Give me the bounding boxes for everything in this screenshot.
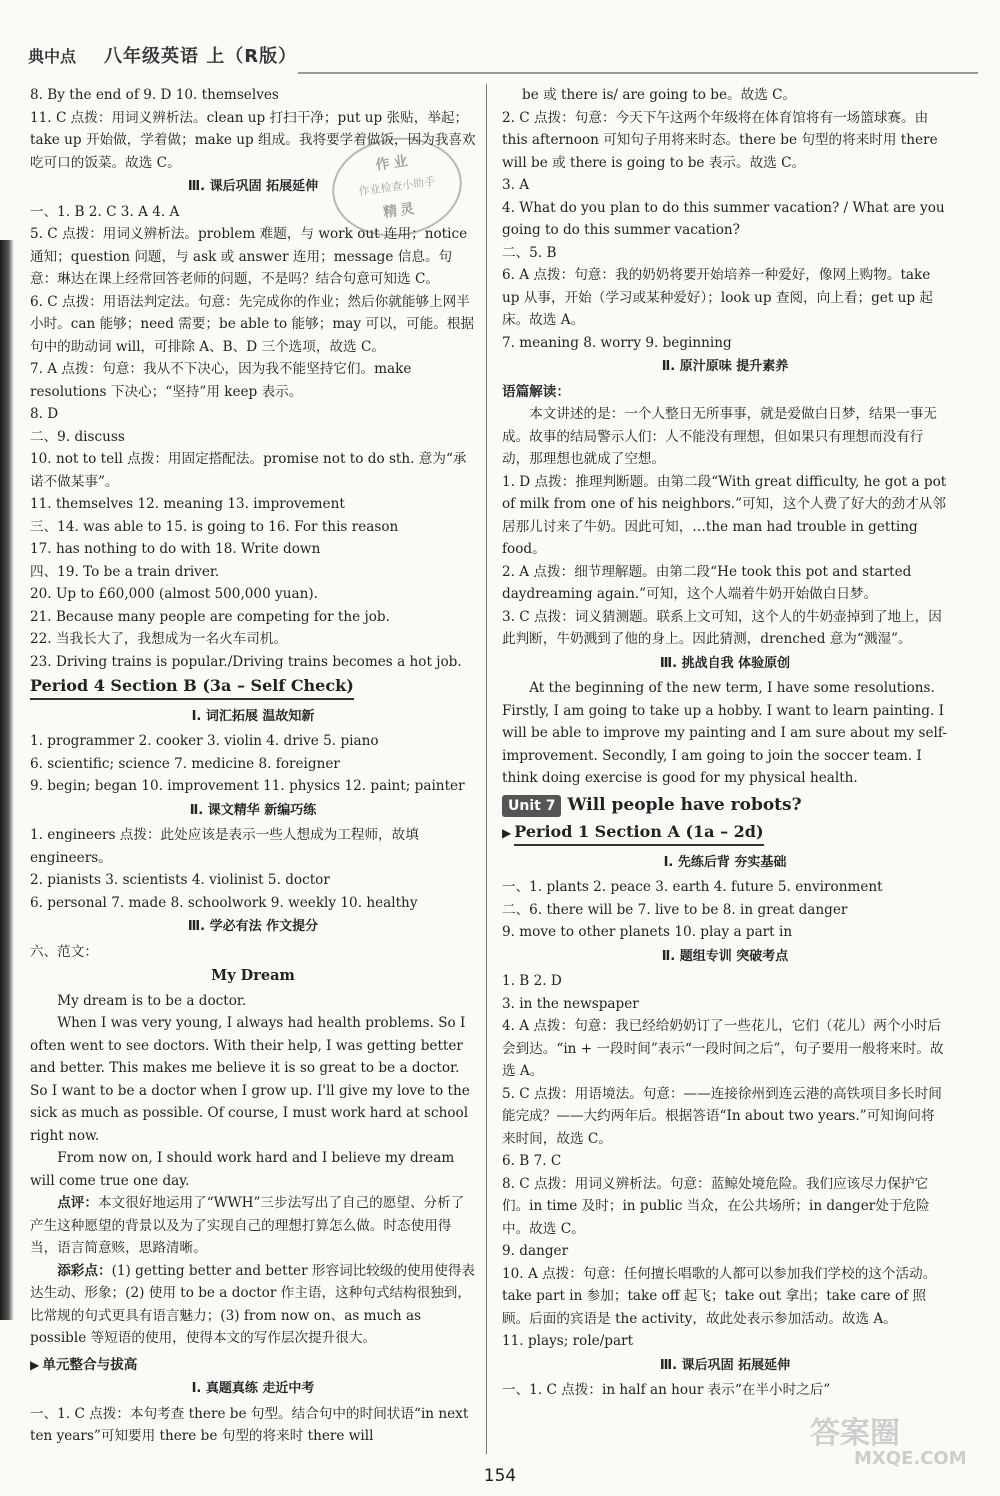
section-heading: Ⅱ. 题组专训 突破考点 (661, 948, 789, 964)
answer-line: 1. B 2. D (502, 973, 562, 989)
answer-line: 一、1. C 点拨：in half an hour 表示“在半小时之后” (502, 1382, 831, 1398)
essay-paragraph: My dream is to be a doctor. (57, 992, 247, 1009)
answer-line: 1. programmer 2. cooker 3. violin 4. drive 5. piano (30, 733, 379, 749)
essay-title: My Dream (211, 967, 295, 984)
page-header (28, 40, 978, 70)
page-number: 154 (483, 1466, 517, 1486)
essay-paragraph: From now on, I should work hard and I believe my dream will come true one day. (30, 1150, 455, 1189)
answer-line: 6. personal 7. made 8. schoolwork 9. weekly 10. healthy (30, 894, 418, 911)
answer-line: 8. D (30, 406, 59, 422)
answer-line: 4. A 点拨：句意：我已经给奶奶订了一些花儿，它们（花儿）两个小时后会到达。“in + 一段时间”表示“一段时间之后”，句子要用一般将来时。故选 A。 (502, 1018, 944, 1079)
answer-line: 11. C 点拨：用词义辨析法。clean up 打扫干净；put up 张贴，举起；take up 开始做，学着做；make up 组成。我将要学着做饭，因为我喜欢吃可口的饭菜。故选 C。 (30, 109, 476, 171)
answer-line: 10. not to tell 点拨：用固定搭配法。promise not to do sth. 意为“承诺不做某事”。 (30, 451, 467, 490)
watermark-url: MXQE.COM (854, 1448, 967, 1469)
answer-line: 22. 当我长大了，我想成为一名火车司机。 (30, 631, 288, 647)
answer-line: 17. has nothing to do with 18. Write down (30, 541, 321, 557)
answer-line: 23. Driving trains is popular./Driving trains becomes a hot job. (30, 653, 462, 670)
answer-line: 7. A 点拨：句意：我从不下决心，因为我不能坚持它们。make resolutions 下决心；“坚持”用 keep 表示。 (30, 361, 412, 400)
unit-tag: Unit 7 (502, 795, 561, 818)
answer-line: 20. Up to £60,000 (almost 500,000 yuan). (30, 586, 318, 602)
essay-paragraph: When I was very young, I always had health problems. So I often went to see doctors. With their help, I was getting better and better. This makes me believe it is so great to be a doctor. So I want to be a doctor when I grow up. I'll give my love to the sick as much as possible. Of course, I must work hard at school right now. (30, 1015, 470, 1144)
answer-line: 7. meaning 8. worry 9. beginning (502, 334, 732, 351)
answer-line: 二、6. there will be 7. live to be 8. in great danger (502, 901, 848, 918)
section-heading: Ⅰ. 真题真练 走近中考 (191, 1381, 315, 1396)
period-heading: Period 1 Section A (1a – 2d) (514, 821, 763, 846)
answer-line: 8. By the end of 9. D 10. themselves (30, 87, 279, 103)
homework-stamp: 作业 作业检查小助手 精灵 (326, 129, 468, 244)
unit-review-heading: ▶ 单元整合与拔高 (30, 1356, 138, 1373)
passage-analysis-label: 语篇解读： (502, 383, 570, 400)
passage-analysis: 本文讲述的是：一个人整日无所事事，就是爱做白日梦，结果一事无成。故事的结局警示人们：人不能没有理想，但如果只有理想而没有行动，那理想也就成了空想。 (502, 406, 937, 467)
answer-line: 一、1. plants 2. peace 3. earth 4. future 5. environment (502, 879, 883, 895)
answer-line: 6. C 点拨：用语法判定法。句意：先完成你的作业；然后你就能够上网半小时。can 能够；need 需要；be able to 能够；may 可以，可能。根据句中的助动词 will，可排除 A、B、D 三个选项，故选 C。 (30, 293, 475, 355)
answer-line: 5. C 点拨：用词义辨析法。problem 难题，与 work out 连用；notice通知；question 问题，与 ask 或 answer 连用；message 信息。句意：琳达在课上经常回答老师的问题，不是吗？结合句意可知选 C。 (30, 226, 468, 287)
period-heading: Period 4 Section B (3a – Self Check) (30, 675, 354, 700)
answer-line: 9. begin; began 10. improvement 11. physics 12. paint; painter (30, 778, 465, 794)
answer-line: 10. A 点拨：句意：任何擅长唱歌的人都可以参加我们学校的这个活动。take part in 参加；take off 起飞；take out 拿出；take care of 照顾。后面的宾语是 the activity，故此处表示参加活动。故选 A。 (502, 1265, 937, 1327)
answer-line: 2. pianists 3. scientists 4. violinist 5. doctor (30, 872, 330, 888)
essay-highlight: 添彩点：(1) getting better and better 形容词比较级的使用使得表达生动、形象；(2) 使用 to be a doctor 作主语，这种句式结构很独到，比常规的句式更具有语言魅力；(3) from now on、as much as possible 等短语的使用，使得本文的写作层次提升很大。 (30, 1262, 476, 1346)
series-logo: 典中点 (28, 47, 77, 66)
answer-line: 六、范文： (30, 943, 98, 960)
left-column (30, 84, 476, 1448)
answer-line: 8. C 点拨：用词义辨析法。句意：蓝鲸处境危险。我们应该尽力保护它们。in time 及时；in public 当众，在公共场所；in danger处于危险中。故选 C。 (502, 1175, 930, 1237)
answer-line: 三、14. was able to 15. is going to 16. For this reason (30, 518, 399, 535)
right-column (502, 84, 948, 1402)
answer-line: 21. Because many people are competing for the job. (30, 608, 390, 625)
section-heading: Ⅲ. 挑战自我 体验原创 (659, 655, 791, 671)
section-heading: Ⅲ. 学必有法 作文提分 (187, 919, 319, 934)
unit-title: Will people have robots? (567, 794, 802, 815)
period-heading-row (502, 819, 948, 850)
section-heading: Ⅱ. 课文精华 新编巧练 (189, 802, 317, 818)
answer-line: 2. C 点拨：句意：今天下午这两个年级将在体育馆将有一场篮球赛。由 this afternoon 可知句子用将来时态。there be 句型的将来时用 there will be 或 there is going to be 表示。故选 C。 (502, 109, 938, 171)
watermark-logo: 答案圈 (810, 1416, 900, 1451)
answer-line: 2. A 点拨：细节理解题。由第二段“He took this pot and started daydreaming again.”可知，这个人端着牛奶开始做白日梦。 (502, 563, 912, 602)
section-heading: Ⅲ. 课后巩固 拓展延伸 (659, 1357, 791, 1373)
answer-line: 9. danger (502, 1243, 569, 1259)
column-divider (486, 84, 487, 1454)
triangle-icon: ▶ (502, 826, 512, 840)
book-title: 八年级英语 上（R版） (104, 46, 298, 67)
answer-line: 4. What do you plan to do this summer vacation? / What are you going to do this summer vacation? (502, 199, 945, 238)
writing-sample: At the beginning of the new term, I have some resolutions. Firstly, I am going to take up a hobby. I want to learn painting. I will be able to improve my painting and I am sure about my self-improvement. Secondly, I am going to join the soccer team. I think doing exercise is good for my physical health. (502, 680, 948, 786)
section-heading: Ⅰ. 词汇拓展 温故知新 (191, 708, 315, 724)
answer-line: 6. scientific; science 7. medicine 8. foreigner (30, 755, 340, 772)
section-heading: Ⅰ. 先练后背 夯实基础 (663, 854, 787, 870)
essay-comment: 点评：本文很好地运用了“WWH”三步法写出了自己的愿望、分析了产生这种愿望的背景以及为了实现自己的理想打算怎么做。时态使用得当，语言简意赅，思路清晰。 (30, 1195, 465, 1256)
answer-line: 1. D 点拨：推理判断题。由第二段“With great difficulty, he got a pot of milk from one of his neighbors.”可知，这个人费了好大的劲才从邻居那儿讨来了牛奶。因此可知，…the man had trouble in getting food。 (502, 473, 947, 557)
answer-line: 一、1. C 点拨：本句考查 there be 句型。结合句中的时间状语“in next ten years”可知要用 there be 句型的将来时 there will (30, 1405, 469, 1444)
unit-heading (502, 794, 948, 818)
answer-line: 3. A (502, 177, 530, 193)
answer-line: 一、1. B 2. C 3. A 4. A (30, 203, 180, 220)
answer-line: 11. plays; role/part (502, 1333, 634, 1349)
triangle-icon: ▶ (30, 1357, 40, 1372)
header-rule (298, 72, 978, 74)
answer-line: 1. engineers 点拨：此处应该是表示一些人想成为工程师，故填 engineers。 (30, 827, 419, 866)
answer-line: 6. A 点拨：句意：我的奶奶将要开始培养一种爱好，像网上购物。take up 从事，开始（学习或某种爱好）；look up 查阅，向上看；get up 起床。故选 A。 (502, 267, 933, 328)
answer-line: 5. C 点拨：用语境法。句意：——连接徐州到连云港的高铁项目多长时间能完成？——大约两年后。根据答语“In about two years.”可知询问将来时间，故选 C。 (502, 1085, 942, 1147)
section-heading: Ⅱ. 原汁原味 提升素养 (661, 359, 789, 374)
answer-line: 二、5. B (502, 244, 557, 261)
answer-line: 11. themselves 12. meaning 13. improvement (30, 496, 345, 512)
answer-line: 3. C 点拨：词义猜测题。联系上文可知，这个人的牛奶壶掉到了地上，因此判断，牛奶溅到了他的身上。因此猜测，drenched 意为“溅湿”。 (502, 608, 942, 647)
answer-line: 9. move to other planets 10. play a part in (502, 924, 793, 940)
answer-line: 二、9. discuss (30, 428, 125, 445)
answer-line: 四、19. To be a train driver. (30, 563, 220, 580)
answer-line: 3. in the newspaper (502, 995, 639, 1012)
answer-line: 6. B 7. C (502, 1153, 562, 1169)
section-heading: Ⅲ. 课后巩固 拓展延伸 (187, 179, 319, 194)
page-binding-shadow (0, 240, 14, 1320)
answer-line: be 或 there is/ are going to be。故选 C。 (522, 87, 797, 103)
